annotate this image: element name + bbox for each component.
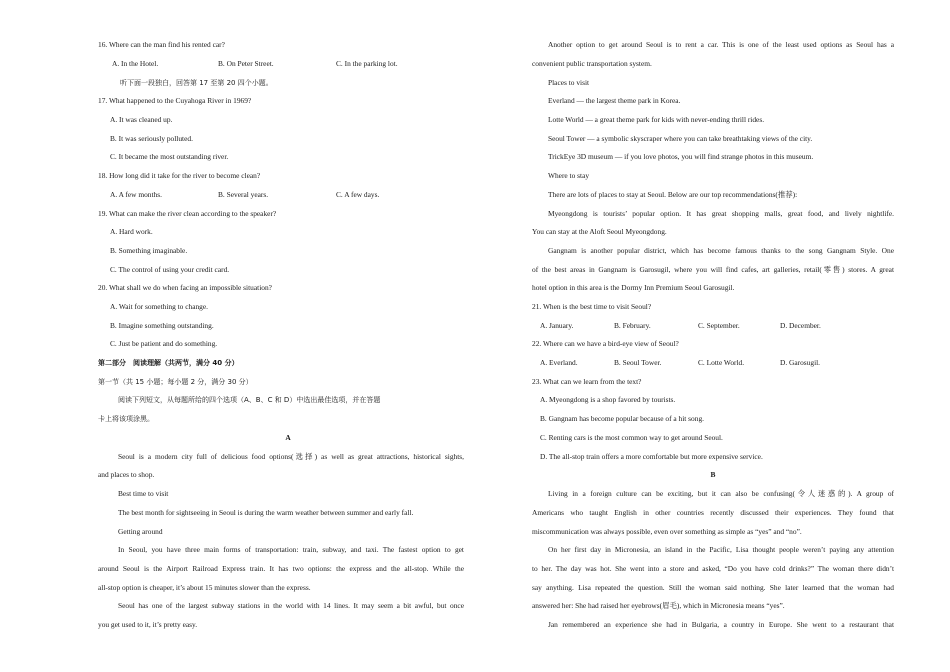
passage-a-p3-cont1: around Seoul is the Airport Railroad Express train. It has two options: the express and the all-stop. While the — [98, 564, 464, 573]
q17-option-c: C. It became the most outstanding river. — [110, 152, 229, 161]
q16-option-a: A. In the Hotel. — [112, 59, 159, 68]
q21-stem: 21. When is the best time to visit Seoul? — [532, 302, 652, 311]
heading-getting-around: Getting around — [118, 527, 163, 536]
q22-option-d: D. Garosugil. — [780, 358, 821, 367]
passage-a-p1-cont: and places to shop. — [98, 470, 155, 479]
q19-option-b: B. Something imaginable. — [110, 246, 188, 255]
q23-option-d: D. The all-stop train offers a more comfortable but more expensive service. — [540, 452, 763, 461]
stay-gangnam-cont2: hotel option in this area is the Dormy Inn Premium Seoul Garosugil. — [532, 283, 735, 292]
passage-a-p5-cont: convenient public transportation system. — [532, 59, 652, 68]
passage-b-p2: On her first day in Micronesia, an island in the Pacific, Lisa thought people weren’t paying any attention — [548, 545, 894, 554]
stay-intro: There are lots of places to stay at Seoul. Below are our top recommendations(推荐): — [548, 190, 798, 199]
q18-option-c: C. A few days. — [336, 190, 380, 199]
passage-a-p5: Another option to get around Seoul is to rent a car. This is one of the least used options as Seoul has a — [548, 40, 894, 49]
passage-a-p1: Seoul is a modern city full of delicious food options(选择) as well as great attractions, historical sights, — [118, 452, 464, 461]
passage-b-p2-cont1: to her. The day was hot. She went into a store and asked, “Do you have cold drinks?” The woman there didn’t — [532, 564, 894, 573]
q16-option-c: C. In the parking lot. — [336, 59, 398, 68]
heading-best-time: Best time to visit — [118, 489, 169, 498]
q20-option-c: C. Just be patient and do something. — [110, 339, 218, 348]
instructions-line1: 阅读下列短文，从每题所给的四个选项（A、B、C 和 D）中选出最佳选项，并在答题 — [118, 396, 381, 404]
place-everland: Everland — the largest theme park in Korea. — [548, 96, 681, 105]
q23-option-a: A. Myeongdong is a shop favored by tourists. — [540, 395, 676, 404]
passage-b-p1: Living in a foreign culture can be exciting, but it can also be confusing(令人迷惑的). A group of — [548, 489, 894, 498]
q21-option-a: A. January. — [540, 321, 574, 330]
place-lotte-world: Lotte World — a great theme park for kids with never-ending thrill rides. — [548, 115, 765, 124]
passage-b-p1-cont2: miscommunication was always possible, even over something as simple as “yes” and “no”. — [532, 527, 802, 536]
stay-myeongdong-cont: You can stay at the Aloft Seoul Myeongdong. — [532, 227, 667, 236]
q16-option-b: B. On Peter Street. — [218, 59, 274, 68]
section1-title: 第一节（共 15 小题；每小题 2 分，满分 30 分） — [98, 378, 253, 386]
passage-a-p3: In Seoul, you have three main forms of transportation: train, subway, and taxi. The fastest option to get — [118, 545, 464, 554]
passage-a-p4-cont: you get used to it, it’s pretty easy. — [98, 620, 198, 629]
stay-myeongdong: Myeongdong is tourists’ popular option. It has great shopping malls, great food, and lively nightlife. — [548, 209, 894, 218]
passage-b-p2-cont3: answered her: She had raised her eyebrows(眉毛), which in Micronesia means “yes”. — [532, 601, 785, 610]
place-seoul-tower: Seoul Tower — a symbolic skyscraper where you can take breathtaking views of the city. — [548, 134, 813, 143]
q23-option-b: B. Gangnam has become popular because of a hit song. — [540, 414, 704, 423]
q17-stem: 17. What happened to the Cuyahoga River in 1969? — [98, 96, 252, 105]
part2-title: 第二部分 阅读理解（共两节，满分 40 分） — [98, 359, 239, 367]
q22-stem: 22. Where can we have a bird-eye view of Seoul? — [532, 339, 679, 348]
passage-b-label: B — [710, 470, 716, 479]
q23-option-c: C. Renting cars is the most common way to get around Seoul. — [540, 433, 723, 442]
q18-option-b: B. Several years. — [218, 190, 269, 199]
q21-option-b: B. February. — [614, 321, 651, 330]
passage-a-p3-cont2: all-stop option is cheaper, it’s about 15 minutes slower than the express. — [98, 583, 311, 592]
heading-places: Places to visit — [548, 78, 590, 87]
q18-stem: 18. How long did it take for the river to become clean? — [98, 171, 261, 180]
q18-option-a: A. A few months. — [110, 190, 162, 199]
q22-option-a: A. Everland. — [540, 358, 578, 367]
q16-stem: 16. Where can the man find his rented car? — [98, 40, 225, 49]
q19-option-a: A. Hard work. — [110, 227, 153, 236]
stay-gangnam: Gangnam is another popular district, which has become famous thanks to the song Gangnam Style. One — [548, 246, 894, 255]
q19-stem: 19. What can make the river clean according to the speaker? — [98, 209, 277, 218]
place-trickeye: TrickEye 3D museum — if you love photos, you will find strange photos in this museum. — [548, 152, 814, 161]
q23-stem: 23. What can we learn from the text? — [532, 377, 642, 386]
q19-option-c: C. The control of using your credit card. — [110, 265, 230, 274]
passage-a-p2: The best month for sightseeing in Seoul is during the warm weather between summer and early fall. — [118, 508, 414, 517]
passage-a-label: A — [285, 433, 291, 442]
q20-option-a: A. Wait for something to change. — [110, 302, 208, 311]
q21-option-c: C. September. — [698, 321, 740, 330]
instructions-line2: 卡上将该项涂黑。 — [98, 415, 154, 423]
stay-gangnam-cont1: of the best areas in Gangnam is Garosugil, where you will find cafes, art galleries, retail(零售) stores. A great — [532, 265, 894, 274]
q20-stem: 20. What shall we do when facing an impossible situation? — [98, 283, 272, 292]
listening-note: 听下面一段独白，回答第 17 至第 20 四个小题。 — [120, 79, 273, 87]
q17-option-b: B. It was seriously polluted. — [110, 134, 193, 143]
q21-option-d: D. December. — [780, 321, 821, 330]
q20-option-b: B. Imagine something outstanding. — [110, 321, 214, 330]
passage-b-p2-cont2: say anything. Lisa repeated the question. Still the woman said nothing. She later learned that the woman had — [532, 583, 894, 592]
q22-option-b: B. Seoul Tower. — [614, 358, 662, 367]
passage-b-p3: Jan remembered an experience she had in Bulgaria, a country in Europe. She went to a restaurant that — [548, 620, 894, 629]
q22-option-c: C. Lotte World. — [698, 358, 745, 367]
passage-a-p4: Seoul has one of the largest subway stations in the world with 14 lines. It may seem a bit awful, but once — [118, 601, 464, 610]
q17-option-a: A. It was cleaned up. — [110, 115, 173, 124]
passage-b-p1-cont1: Americans who taught English in other countries recently discussed their experiences. They found that — [532, 508, 894, 517]
heading-where-to-stay: Where to stay — [548, 171, 590, 180]
